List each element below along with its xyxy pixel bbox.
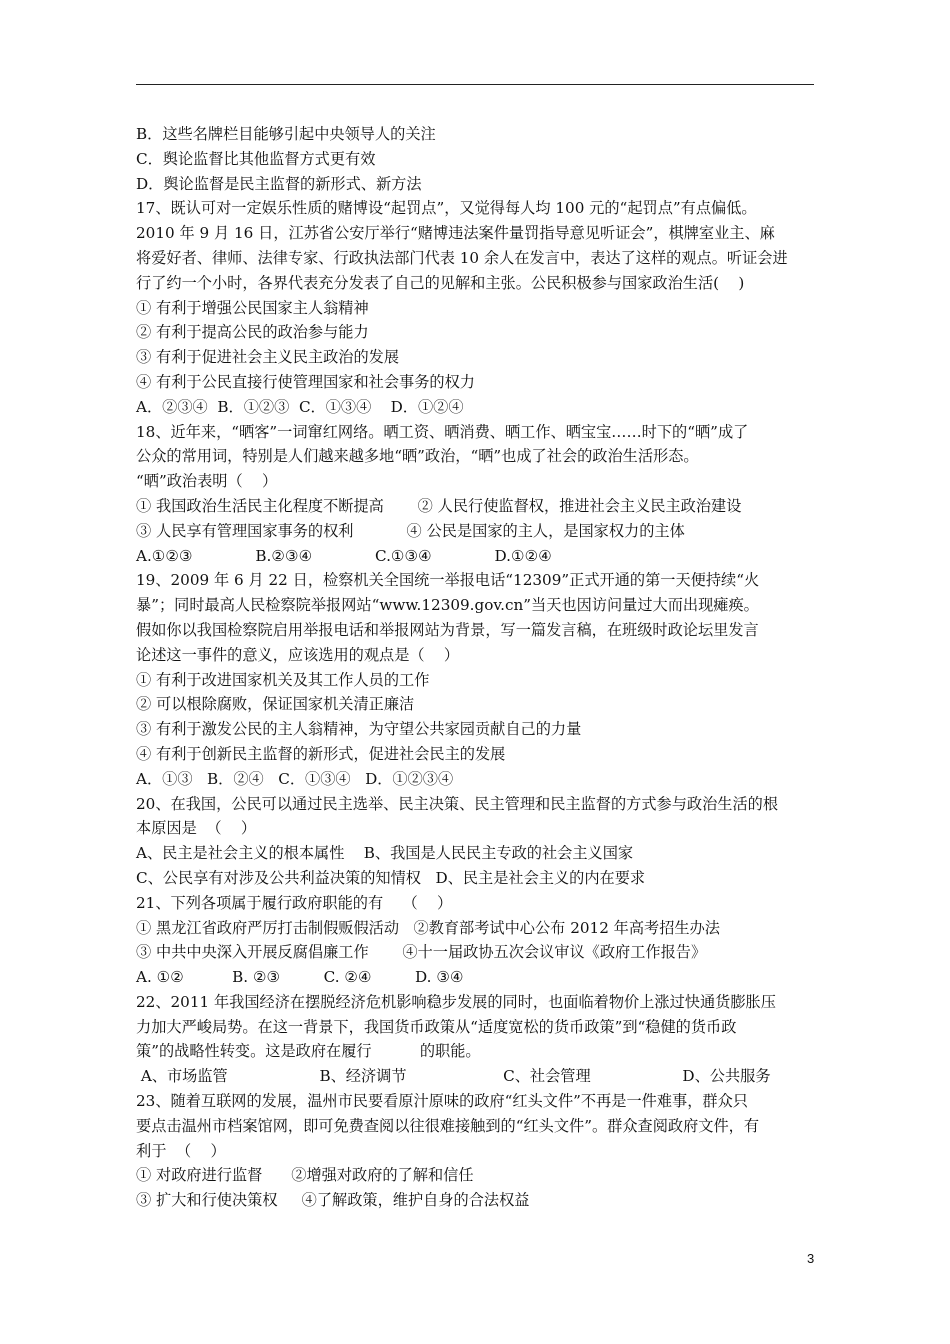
text-line: 行了约一个小时，各界代表充分发表了自己的见解和主张。公民积极参与国家政治生活( ): [136, 273, 745, 292]
text-line: ③ 中共中央深入开展反腐倡廉工作 ④十一届政协五次会议审议《政府工作报告》: [136, 943, 707, 962]
text-line: A、市场监管 B、经济调节 C、社会管理 D、公共服务: [136, 1067, 771, 1086]
text-line: ④ 有利于创新民主监督的新形式，促进社会民主的发展: [136, 744, 506, 763]
text-line: ② 有利于提高公民的政治参与能力: [136, 323, 369, 342]
text-line: 22、2011 年我国经济在摆脱经济危机影响稳步发展的同时，也面临着物价上涨过快通货膨胀压: [136, 992, 776, 1011]
text-line: 论述这一事件的意义，应该选用的观点是（ ）: [136, 645, 460, 664]
text-line: A．②③④ B．①②③ C．①③④ D．①②④: [136, 397, 464, 416]
document-body: [136, 122, 826, 1213]
text-line: ① 有利于改进国家机关及其工作人员的工作: [136, 670, 430, 689]
text-line: D．舆论监督是民主监督的新形式、新方法: [136, 174, 422, 193]
text-line: A.①②③ B.②③④ C.①③④ D.①②④: [136, 546, 552, 565]
page-number: 3: [807, 1251, 815, 1266]
text-line: 2010 年 9 月 16 日，江苏省公安厅举行“赌博违法案件量罚指导意见听证会”，棋牌室业主、麻: [136, 224, 775, 243]
text-line: 17、既认可对一定娱乐性质的赌博设“起罚点”，又觉得每人均 100 元的“起罚点”有点偏低。: [136, 199, 757, 218]
text-line: 20、在我国，公民可以通过民主选举、民主决策、民主管理和民主监督的方式参与政治生活的根: [136, 794, 779, 813]
text-line: ② 可以根除腐败，保证国家机关清正廉洁: [136, 695, 415, 714]
text-line: B．这些名牌栏目能够引起中央领导人的关注: [136, 125, 436, 143]
text-line: 暴”；同时最高人民检察院举报网站“www.12309.gov.cn”当天也因访问量过大而出现瘫痪。: [136, 596, 759, 615]
text-line: 19、2009 年 6 月 22 日，检察机关全国统一举报电话“12309”正式开通的第一天便持续“火: [136, 571, 760, 590]
text-line: ③ 有利于促进社会主义民主政治的发展: [136, 348, 400, 367]
text-line: A、民主是社会主义的根本属性 B、我国是人民民主专政的社会主义国家: [136, 844, 634, 863]
text-line: ④ 有利于公民直接行使管理国家和社会事务的权力: [136, 372, 475, 391]
text-line: ① 对政府进行监督 ②增强对政府的了解和信任: [136, 1166, 474, 1185]
text-line: ① 有利于增强公民国家主人翁精神: [136, 298, 369, 317]
text-line: ① 黑龙江省政府严厉打击制假贩假活动 ②教育部考试中心公布 2012 年高考招生办法: [136, 918, 720, 937]
text-line: A. ①② B. ②③ C. ②④ D. ③④: [136, 968, 464, 987]
text-line: 将爱好者、律师、法律专家、行政执法部门代表 10 余人在发言中，表达了这样的观点。听证会进: [136, 248, 788, 267]
text-line: ③ 人民享有管理国家事务的权利 ④ 公民是国家的主人，是国家权力的主体: [136, 521, 685, 540]
text-line: C．舆论监督比其他监督方式更有效: [136, 149, 376, 168]
text-line: 力加大严峻局势。在这一背景下，我国货币政策从“适度宽松的货币政策”到“稳健的货币政: [136, 1017, 737, 1036]
text-line: 假如你以我国检察院启用举报电话和举报网站为背景，写一篇发言稿，在班级时政论坛里发言: [136, 620, 759, 639]
text-line: 公众的常用词，特别是人们越来越多地“晒”政治，“晒”也成了社会的政治生活形态。: [136, 447, 699, 466]
text-line: “晒”政治表明（ ）: [136, 472, 278, 491]
text-line: ③ 扩大和行使决策权 ④了解政策，维护自身的合法权益: [136, 1191, 530, 1210]
text-line: ① 我国政治生活民主化程度不断提高 ② 人民行使监督权，推进社会主义民主政治建设: [136, 496, 742, 515]
text-line: 本原因是 （ ）: [136, 819, 257, 838]
text-line: C、公民享有对涉及公共利益决策的知情权 D、民主是社会主义的内在要求: [136, 868, 646, 887]
text-line: 策”的战略性转变。这是政府在履行 的职能。: [136, 1042, 481, 1061]
text-line: A．①③ B．②④ C．①③④ D．①②③④: [136, 769, 454, 788]
text-line: 21、下列各项属于履行政府职能的有 （ ）: [136, 893, 453, 912]
text-line: 要点击温州市档案馆网，即可免费查阅以往很难接触到的“红头文件”。群众查阅政府文件，有: [136, 1116, 760, 1135]
header-rule: [136, 84, 814, 85]
text-line: 18、近年来，“晒客”一词窜红网络。晒工资、晒消费、晒工作、晒宝宝……时下的“晒”成了: [136, 422, 749, 441]
text-line: ③ 有利于激发公民的主人翁精神，为守望公共家园贡献自己的力量: [136, 720, 582, 739]
text-line: 23、随着互联网的发展，温州市民要看原汁原味的政府“红头文件”不再是一件难事，群众只: [136, 1092, 748, 1111]
text-line: 利于 （ ）: [136, 1141, 226, 1160]
